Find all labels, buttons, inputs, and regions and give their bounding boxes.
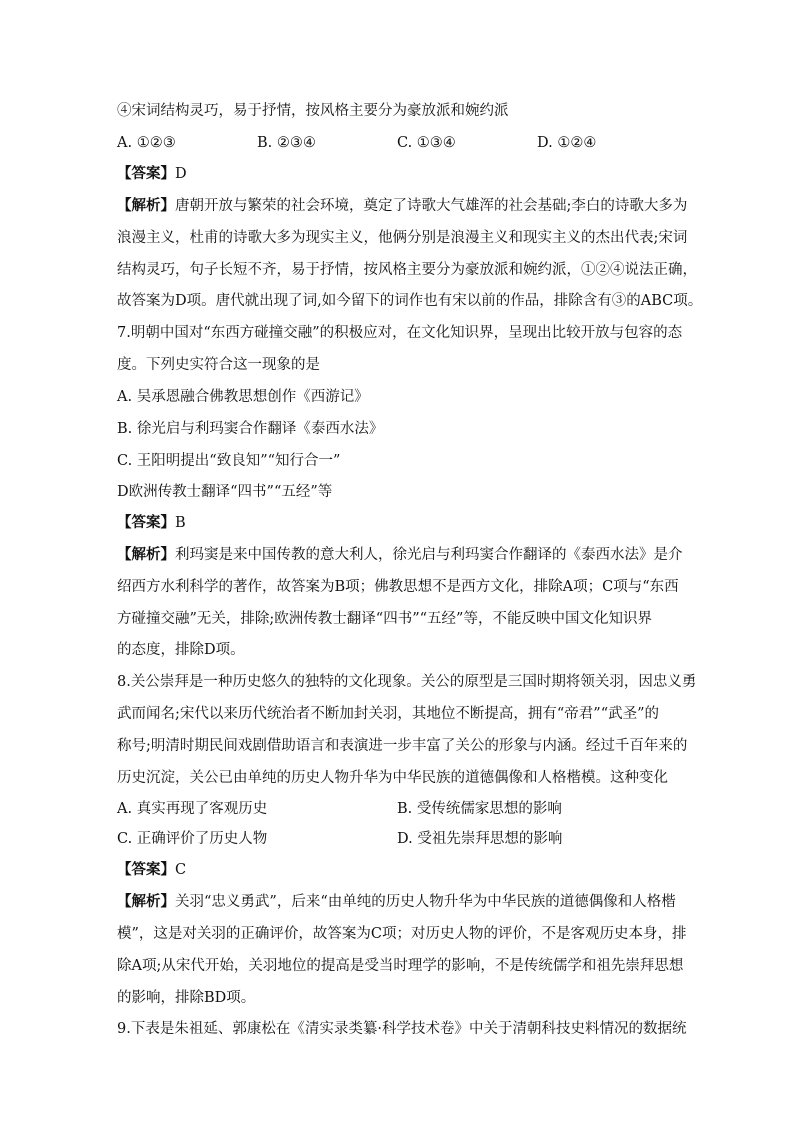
q8-answer-tag: 【答案】 [117, 861, 175, 878]
q7-option-a: A. 吴承恩融合佛教思想创作《西游记》 [117, 389, 369, 405]
q6-option-d: D. ①②④ [537, 135, 597, 151]
q7-option-c: C. 王阳明提出“致良知”“知行合一” [117, 453, 341, 469]
q8-analysis-line-2: 模”，这是对关羽的正确评价，故答案为C项；对历史人物的评价，不是客观历史本身，排 [117, 926, 687, 942]
q8-stem-line-1: 8.关公崇拜是一种历史悠久的独特的文化现象。关公的原型是三国时期将领关羽，因忠义勇 [117, 674, 697, 690]
q6-options [117, 133, 677, 153]
q7-answer-tag: 【答案】 [117, 514, 175, 531]
q7-option-d: D欧洲传教士翻译“四书”“五经”等 [117, 484, 333, 500]
q8-analysis-tag: 【解析】 [117, 893, 175, 910]
q8-stem-line-3: 称号;明清时期民间戏剧借助语言和表演进一步丰富了关公的形象与内涵。经过千百年来的 [117, 738, 688, 754]
q8-options-row-2 [117, 829, 677, 849]
q7-analysis-line-1: 【解析】利玛窦是来中国传教的意大利人，徐光启与利玛窦合作翻译的《泰西水法》是介 [117, 546, 683, 563]
q6-answer-tag: 【答案】 [117, 165, 175, 182]
q7-answer [117, 513, 677, 533]
q8-option-c: C. 正确评价了历史人物 [117, 831, 268, 847]
q6-option-b: B. ②③④ [257, 135, 316, 151]
q9-stem-line-1: 9.下表是朱祖延、郭康松在《清实录类纂·科学技术卷》中关于清朝科技史料情况的数据统 [117, 1021, 687, 1037]
q8-analysis-line-1: 【解析】关羽“忠义勇武”，后来“由单纯的历史人物升华为中华民族的道德偶像和人格楷 [117, 893, 676, 910]
q8-answer-value: C [175, 862, 187, 878]
q8-option-a: A. 真实再现了客观历史 [117, 801, 268, 817]
q8-stem-line-4: 历史沉淀，关公已由单纯的历史人物升华为中华民族的道德偶像和人格楷模。这种变化 [117, 770, 668, 786]
q8-answer [117, 860, 677, 880]
q6-analysis-line-3: 结构灵巧，句子长短不齐，易于抒情，按风格主要分为豪放派和婉约派，①②④说法正确， [117, 262, 697, 278]
q6-analysis-line-2: 浪漫主义，杜甫的诗歌大多为现实主义，他俩分别是浪漫主义和现实主义的杰出代表;宋词 [117, 230, 688, 246]
q6-analysis-tag: 【解析】 [117, 197, 175, 214]
q7-answer-value: B [175, 515, 186, 531]
q6-item-4: ④宋词结构灵巧，易于抒情，按风格主要分为豪放派和婉约派 [117, 103, 509, 119]
q8-option-d: D. 受祖先崇拜思想的影响 [397, 831, 563, 847]
q6-analysis-line-4: 故答案为D项。唐代就出现了词,如今留下的词作也有宋以前的作品，排除含有③的ABC项。 [117, 293, 703, 309]
q7-stem-line-1: 7.明朝中国对“东西方碰撞交融”的积极应对，在文化知识界，呈现出比较开放与包容的态 [117, 325, 683, 341]
q6-analysis-line-1: 【解析】唐朝开放与繁荣的社会环境，奠定了诗歌大气雄浑的社会基础;李白的诗歌大多为 [117, 197, 688, 214]
q6-answer [117, 164, 677, 184]
q6-option-a: A. ①②③ [117, 135, 176, 151]
q7-analysis-line-4: 的态度，排除D项。 [117, 642, 245, 658]
q7-stem-line-2: 度。下列史实符合这一现象的是 [117, 357, 320, 373]
q8-option-b: B. 受传统儒家思想的影响 [397, 801, 562, 817]
q7-analysis-tag: 【解析】 [117, 546, 175, 563]
q8-analysis-line-3: 除A项;从宋代开始，关羽地位的提高是受当时理学的影响，不是传统儒学和祖先崇拜思想 [117, 958, 684, 974]
q8-options-row-1 [117, 799, 677, 819]
q6-answer-value: D [175, 166, 187, 182]
q6-option-c: C. ①③④ [397, 135, 456, 151]
q8-stem-line-2: 武而闻名;宋代以来历代统治者不断加封关羽，其地位不断提高，拥有“帝君”“武圣”的 [117, 706, 660, 722]
q7-option-b: B. 徐光启与利玛窦合作翻译《泰西水法》 [117, 421, 384, 437]
q8-analysis-line-4: 的影响，排除BD项。 [117, 990, 256, 1006]
q7-analysis-line-3: 方碰撞交融”无关，排除;欧洲传教士翻译“四书”“五经”等，不能反映中国文化知识界 [117, 611, 652, 627]
q7-analysis-line-2: 绍西方水利科学的著作，故答案为B项；佛教思想不是西方文化，排除A项；C项与“东西 [117, 579, 679, 595]
